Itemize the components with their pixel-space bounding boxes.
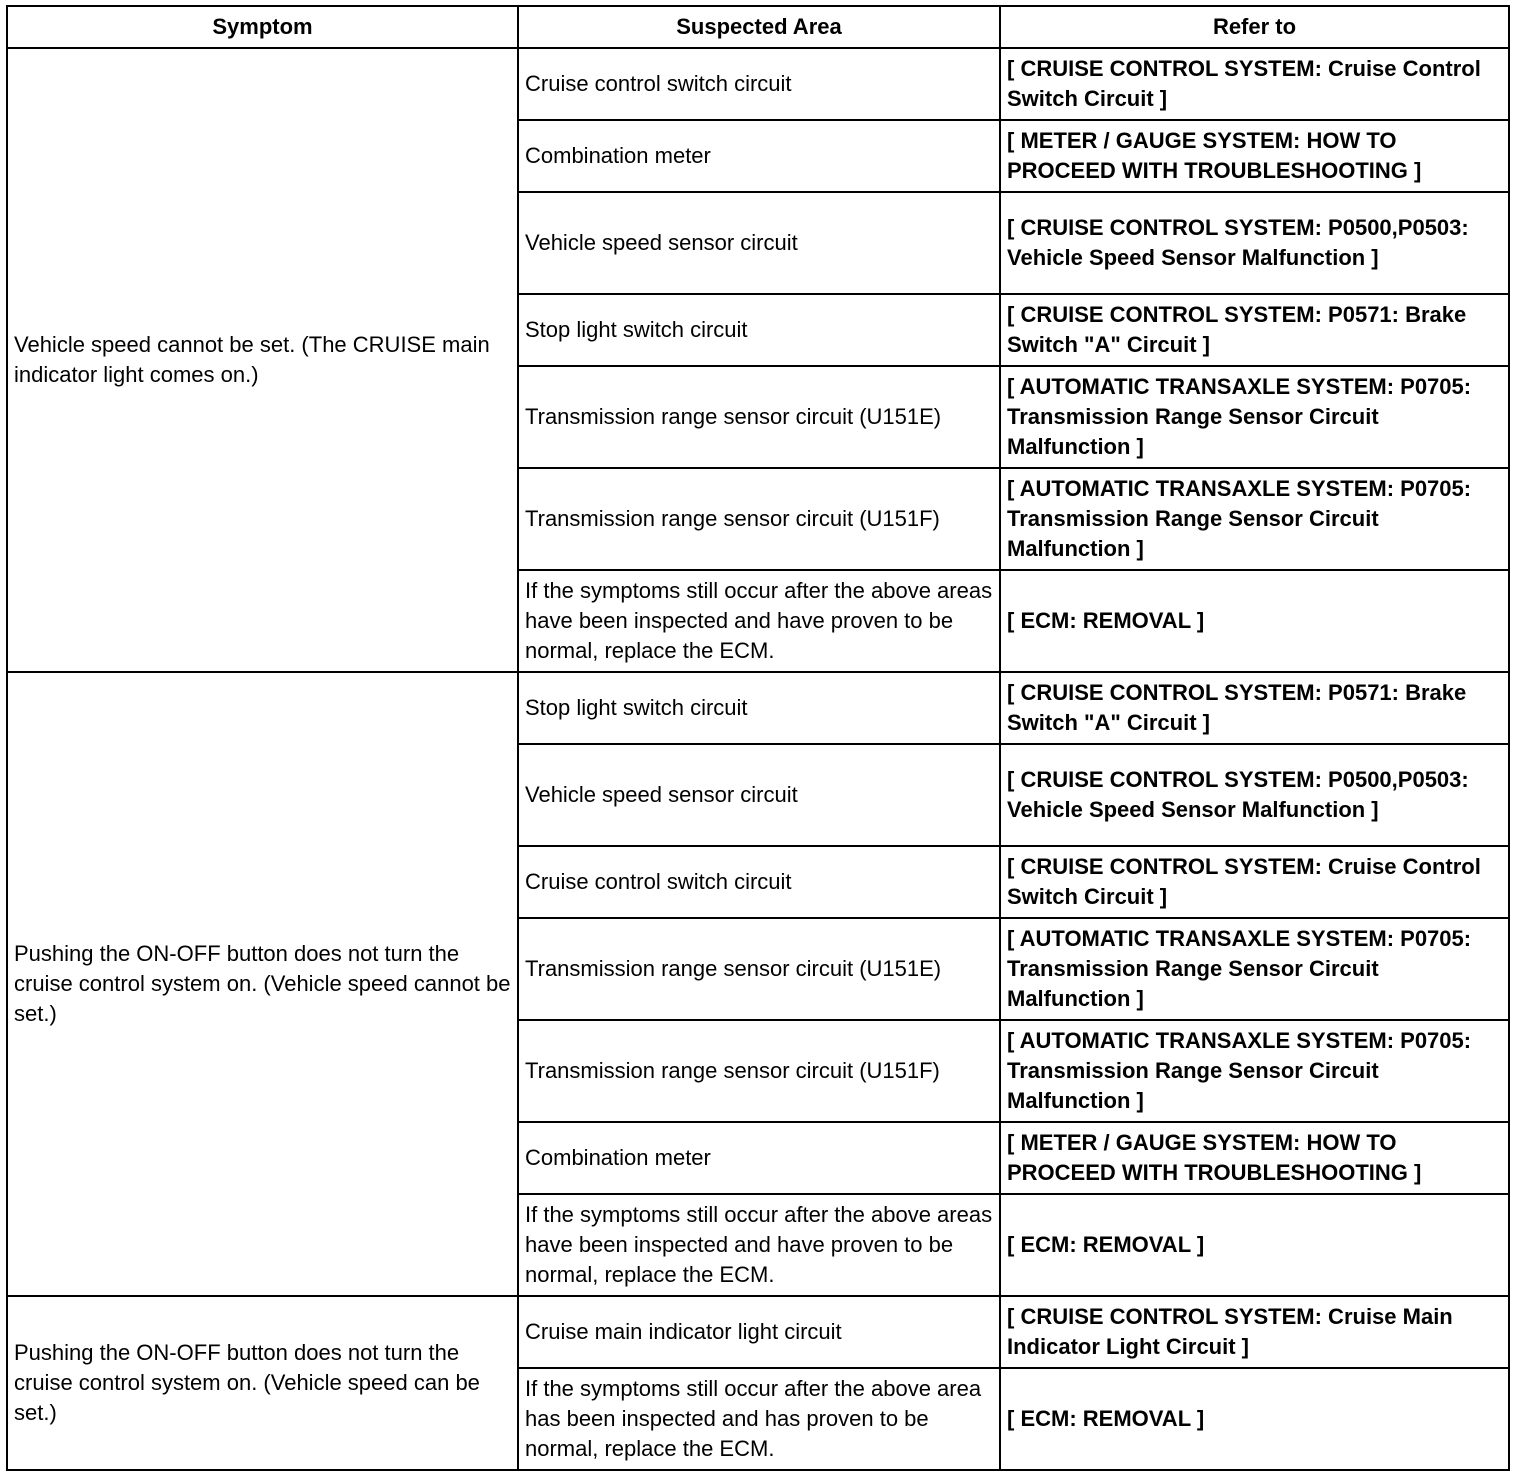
refer-to-cell: [ CRUISE CONTROL SYSTEM: Cruise Control Switch Circuit ]	[1000, 48, 1509, 120]
table-row	[7, 1296, 1509, 1368]
refer-to-cell: [ ECM: REMOVAL ]	[1000, 1368, 1509, 1470]
refer-to-cell: [ CRUISE CONTROL SYSTEM: Cruise Control Switch Circuit ]	[1000, 846, 1509, 918]
symptom-cell: Pushing the ON-OFF button does not turn the cruise control system on. (Vehicle speed cannot be set.)	[7, 672, 518, 1296]
refer-to-cell: [ CRUISE CONTROL SYSTEM: P0500,P0503: Vehicle Speed Sensor Malfunction ]	[1000, 192, 1509, 294]
suspected-area-cell: Stop light switch circuit	[518, 294, 1000, 366]
suspected-area-cell: If the symptoms still occur after the above area has been inspected and has proven to be normal, replace the ECM.	[518, 1368, 1000, 1470]
suspected-area-cell: Transmission range sensor circuit (U151F)	[518, 468, 1000, 570]
refer-to-cell: [ CRUISE CONTROL SYSTEM: P0571: Brake Switch "A" Circuit ]	[1000, 294, 1509, 366]
refer-to-cell: [ ECM: REMOVAL ]	[1000, 570, 1509, 672]
refer-to-cell: [ CRUISE CONTROL SYSTEM: P0500,P0503: Vehicle Speed Sensor Malfunction ]	[1000, 744, 1509, 846]
header-row	[7, 6, 1509, 48]
header-symptom: Symptom	[7, 6, 518, 48]
refer-to-cell: [ AUTOMATIC TRANSAXLE SYSTEM: P0705: Transmission Range Sensor Circuit Malfunction ]	[1000, 918, 1509, 1020]
symptom-cell: Vehicle speed cannot be set. (The CRUISE main indicator light comes on.)	[7, 48, 518, 672]
suspected-area-cell: Vehicle speed sensor circuit	[518, 192, 1000, 294]
suspected-area-cell: Transmission range sensor circuit (U151E)	[518, 366, 1000, 468]
suspected-area-cell: Combination meter	[518, 120, 1000, 192]
table-row	[7, 48, 1509, 120]
suspected-area-cell: Cruise control switch circuit	[518, 846, 1000, 918]
refer-to-cell: [ ECM: REMOVAL ]	[1000, 1194, 1509, 1296]
refer-to-cell: [ METER / GAUGE SYSTEM: HOW TO PROCEED WITH TROUBLESHOOTING ]	[1000, 120, 1509, 192]
suspected-area-cell: If the symptoms still occur after the above areas have been inspected and have proven to be normal, replace the ECM.	[518, 1194, 1000, 1296]
refer-to-cell: [ CRUISE CONTROL SYSTEM: P0571: Brake Switch "A" Circuit ]	[1000, 672, 1509, 744]
suspected-area-cell: Transmission range sensor circuit (U151E)	[518, 918, 1000, 1020]
suspected-area-cell: If the symptoms still occur after the above areas have been inspected and have proven to be normal, replace the ECM.	[518, 570, 1000, 672]
troubleshooting-table	[6, 5, 1510, 1471]
refer-to-cell: [ METER / GAUGE SYSTEM: HOW TO PROCEED WITH TROUBLESHOOTING ]	[1000, 1122, 1509, 1194]
refer-to-cell: [ AUTOMATIC TRANSAXLE SYSTEM: P0705: Transmission Range Sensor Circuit Malfunction ]	[1000, 366, 1509, 468]
refer-to-cell: [ AUTOMATIC TRANSAXLE SYSTEM: P0705: Transmission Range Sensor Circuit Malfunction ]	[1000, 468, 1509, 570]
suspected-area-cell: Stop light switch circuit	[518, 672, 1000, 744]
suspected-area-cell: Vehicle speed sensor circuit	[518, 744, 1000, 846]
table-row	[7, 672, 1509, 744]
suspected-area-cell: Cruise main indicator light circuit	[518, 1296, 1000, 1368]
refer-to-cell: [ AUTOMATIC TRANSAXLE SYSTEM: P0705: Transmission Range Sensor Circuit Malfunction ]	[1000, 1020, 1509, 1122]
header-suspected-area: Suspected Area	[518, 6, 1000, 48]
refer-to-cell: [ CRUISE CONTROL SYSTEM: Cruise Main Indicator Light Circuit ]	[1000, 1296, 1509, 1368]
suspected-area-cell: Cruise control switch circuit	[518, 48, 1000, 120]
header-refer-to: Refer to	[1000, 6, 1509, 48]
suspected-area-cell: Combination meter	[518, 1122, 1000, 1194]
symptom-cell: Pushing the ON-OFF button does not turn the cruise control system on. (Vehicle speed can be set.)	[7, 1296, 518, 1470]
suspected-area-cell: Transmission range sensor circuit (U151F)	[518, 1020, 1000, 1122]
